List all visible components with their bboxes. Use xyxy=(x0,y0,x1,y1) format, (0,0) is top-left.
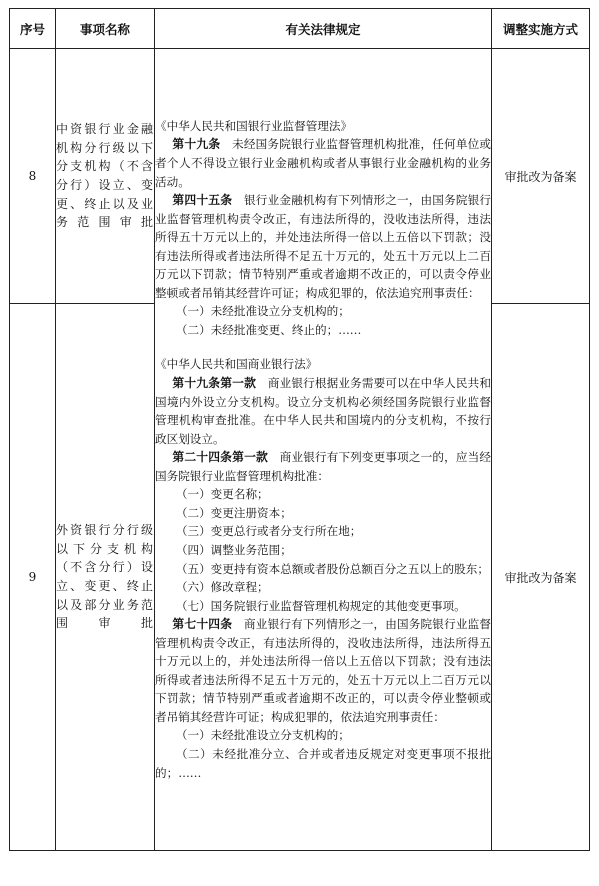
article-item: （二）未经批准变更、终止的；…… xyxy=(175,322,362,337)
article-text: 商业银行根据业务需要可以在中华人民共和国境内外设立分支机构。设立分支机构必须经国务院银行业监督管理机构审查批准。在中华人民共和国境内的分支机构，不按行政区划设立。 xyxy=(155,376,491,446)
article-paragraph xyxy=(155,448,491,485)
article-item: （二）未经批准分立、合并或者违反规定对变更事项不报批的；…… xyxy=(155,746,491,780)
header-item-name: 事项名称 xyxy=(56,9,155,49)
regulation-table xyxy=(9,8,590,851)
law-title: 《中华人民共和国商业银行法》 xyxy=(155,357,318,372)
article-item: （一）未经批准设立分支机构的； xyxy=(175,728,350,743)
article-label: 第七十四条 xyxy=(172,617,233,632)
article-paragraph xyxy=(155,191,491,302)
table-header-row xyxy=(10,9,590,49)
article-item: （三）变更总行或者分支行所在地； xyxy=(175,524,362,539)
item-name: 外资银行分行级以下分支机构（不含分行）设立、变更、终止以及部分业务范围审批 xyxy=(56,304,155,851)
article-label: 第四十五条 xyxy=(172,193,233,208)
adjustment-mode: 审批改为备案 xyxy=(492,49,590,304)
header-adjustment-mode: 调整实施方式 xyxy=(492,9,590,49)
article-label: 第十九条 xyxy=(172,137,221,152)
article-text: 商业银行有下列变更事项之一的，应当经国务院银行业监督管理机构批准： xyxy=(155,450,491,483)
article-text: 未经国务院银行业监督管理机构批准，任何单位或者个人不得设立银行业金融机构或者从事银行业金融机构的业务活动。 xyxy=(155,137,491,189)
row-number: 8 xyxy=(10,49,56,304)
header-number: 序号 xyxy=(10,9,56,49)
article-label: 第十九条第一款 xyxy=(172,376,257,391)
header-legal-provisions: 有关法律规定 xyxy=(155,9,492,49)
article-paragraph xyxy=(155,135,491,191)
article-paragraph xyxy=(155,374,491,448)
article-item: （六）修改章程； xyxy=(175,580,269,595)
article-item: （四）调整业务范围； xyxy=(175,542,292,557)
article-text: 银行业金融机构有下列情形之一，由国务院银行业监督管理机构责令改正，有违法所得的，没收违法所得，违法所得五十万元以上的，并处违法所得一倍以上五倍以下罚款；没有违法所得或者违法所得不足五十万元的，处五十万元以上二百万元以下罚款；情节特别严重或者逾期不改正的，可以责令停业整顿或者吊销其经营许可证；构成犯罪的，依法追究刑事责任： xyxy=(155,193,491,300)
table-row xyxy=(10,49,590,304)
article-label: 第二十四条第一款 xyxy=(172,450,268,465)
article-item: （二）变更注册资本； xyxy=(175,505,292,520)
article-item: （七）国务院银行业监督管理机构规定的其他变更事项。 xyxy=(175,598,466,613)
article-item: （一）未经批准设立分支机构的； xyxy=(175,304,350,319)
item-name: 中资银行业金融机构分行级以下分支机构（不含分行）设立、变更、终止以及业务范围审批 xyxy=(56,49,155,304)
legal-provisions-cell xyxy=(155,49,492,851)
law-title: 《中华人民共和国银行业监督管理法》 xyxy=(155,118,353,133)
article-item: （五）变更持有资本总额或者股份总额百分之五以上的股东； xyxy=(175,561,489,576)
article-paragraph xyxy=(155,615,491,726)
article-text: 商业银行有下列情形之一，由国务院银行业监督管理机构责令改正，有违法所得的，没收违法所得，违法所得五十万元以上的，并处违法所得一倍以上五倍以下罚款；没有违法所得或者违法所得不足五十万元的，处五十万元以上二百万元以下罚款；情节特别严重或者逾期不改正的，可以责令停业整顿或者吊销其经营许可证；构成犯罪的，依法追究刑事责任： xyxy=(155,617,491,724)
adjustment-mode: 审批改为备案 xyxy=(492,304,590,851)
article-item: （一）变更名称； xyxy=(175,487,269,502)
row-number: 9 xyxy=(10,304,56,851)
